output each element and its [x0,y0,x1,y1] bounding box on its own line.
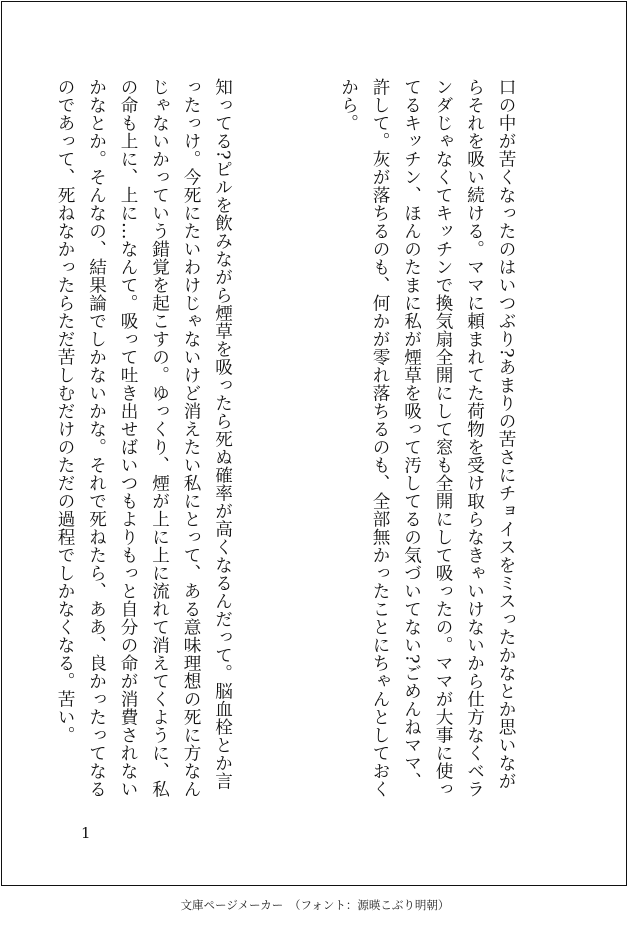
vertical-text-body [0,78,584,798]
footer-credit: 文庫ページメーカー （フォント：源暎こぶり明朝） [180,898,450,912]
paragraph-2: 知ってる?ピルを飲みながら煙草を吸ったら死ぬ確率が高くなるんだって。脳血栓とか言ったっけ。今死にたいわけじゃないけど消えたい私にとって、ある意味理想の死に方なんじゃないかっていう錯覚を起こすの。ゆっくり、煙が上に上に流れて消えてくように、私の命も上に、上に…なんて。吸って吐き出せばいつもよりもっと自分の命が消費されないかなとか。そんなの、結果論でしかないかな。それで死ねたら、ああ、良かったってなるのであって、死ねなかったらただ苦しむだけのただの過程でしかなくなる。苦い。 [55,78,233,798]
page-frame [1,1,627,886]
paragraph-1: 口の中が苦くなったのはいつぶり?あまりの苦さにチョイスをミスったかなとか思いながらそれを吸い続ける。ママに頼まれてた荷物を受け取らなきゃいけないから仕方なくベランダじゃなくてキッチンで換気扇全開にして窓も全開にして吸ったの。ママが大事に使ってるキッチン、ほんのたまに私が煙草を吸って汚してるの気づいてない?ごめんねママ、許して。灰が落ちるのも、何かが零れ落ちるのも、全部無かったことにちゃんとしておくから。 [338,78,516,798]
page-number: 1 [81,824,91,842]
